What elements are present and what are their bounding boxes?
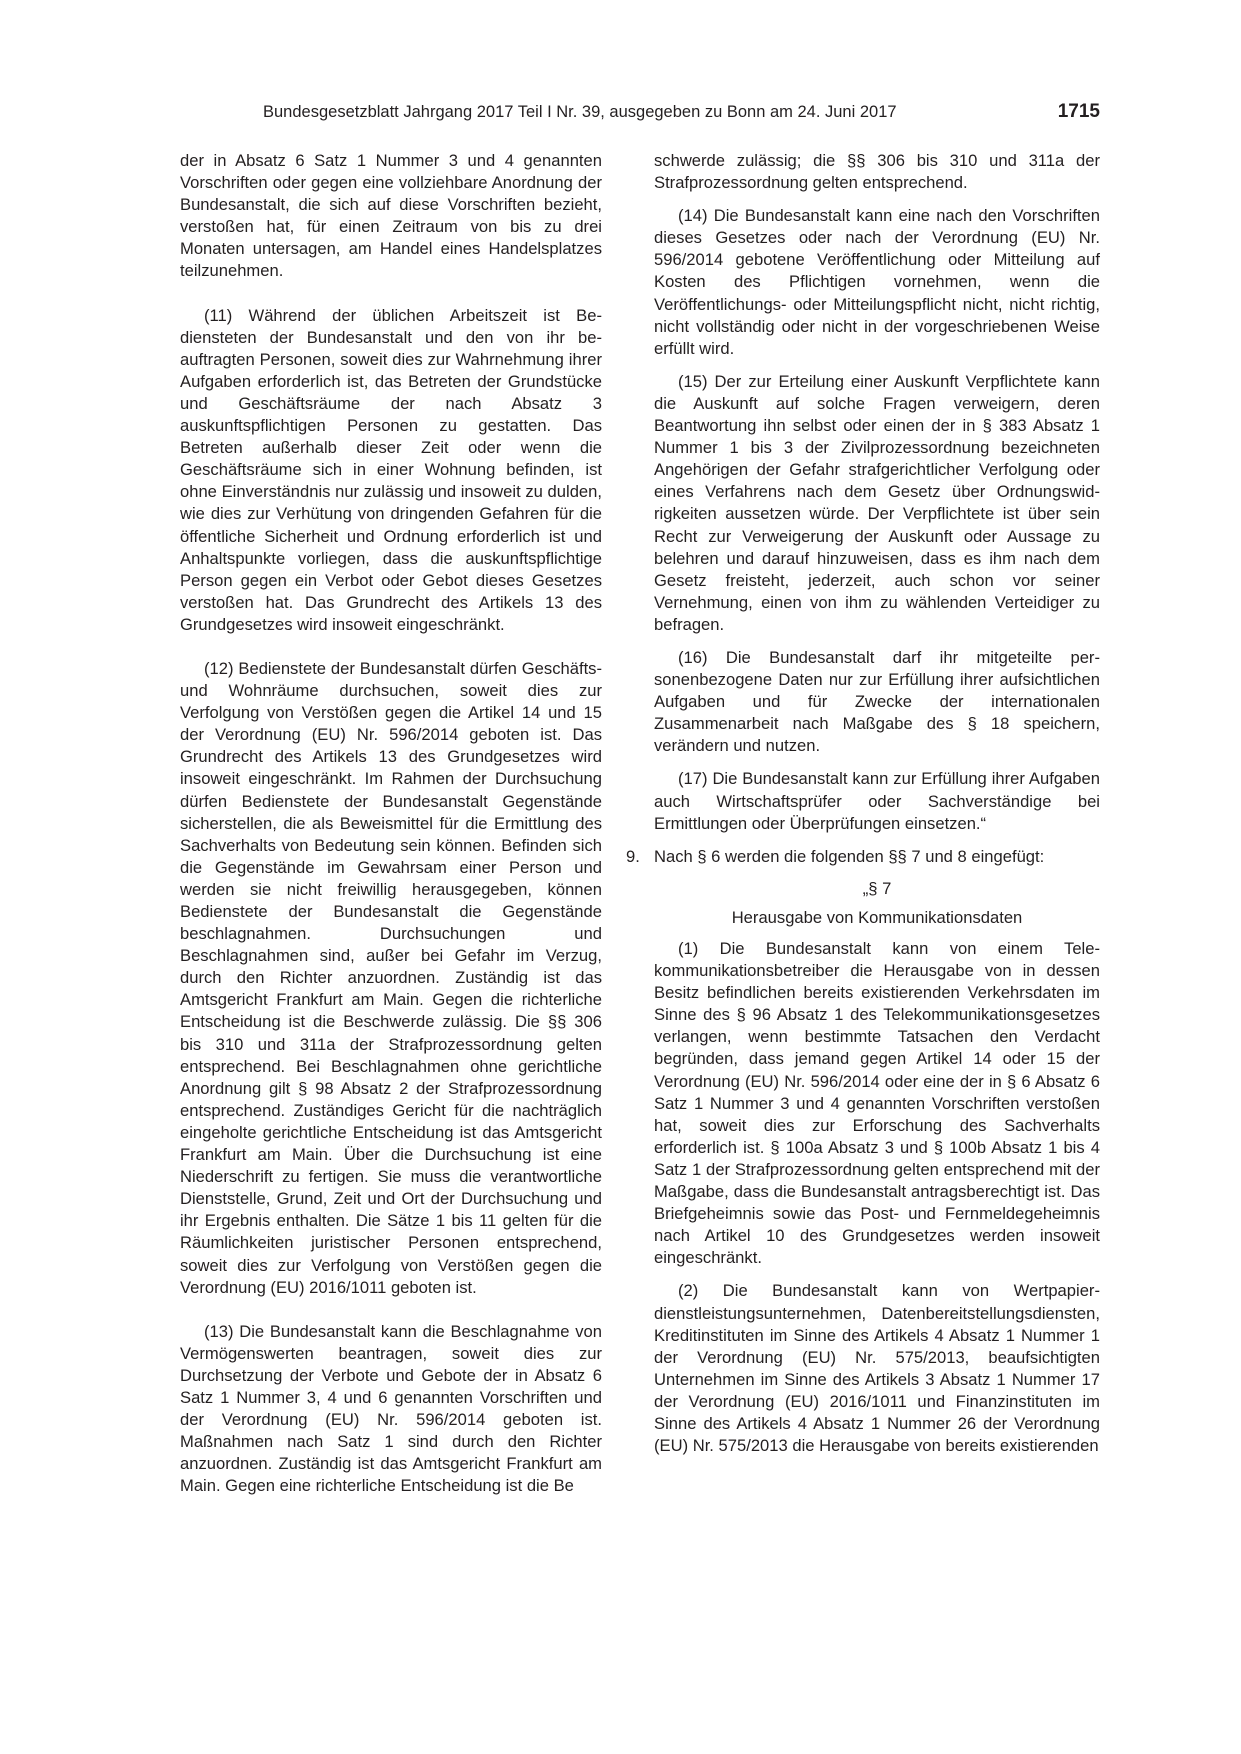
paragraph-16: (16) Die Bundesanstalt darf ihr mitgeteilte personenbezogene Daten nur zur Erfüllung ihrer aufsichtlichen Aufgaben und für Zwecke der internationalen Zusammenarbeit nach Maßgabe des § 18 speichern, verändern und nutzen. [654,647,1100,756]
section-heading: Herausgabe von Kommunikationsdaten [731,907,1023,927]
list-item-number: 9. [626,846,640,866]
page-header [180,100,1100,124]
paragraph-continuation: der in Absatz 6 Satz 1 Nummer 3 und 4 genannten Vorschriften oder gegen eine vollziehbare Anordnung der Bundesanstalt, die sich auf diese Vorschriften bezieht, verstoßen hat, für einen Zeitraum von bis zu drei Monaten untersagen, am Handel eines Handelsplatzes teilzunehmen. [180,151,602,281]
paragraph-13-continuation: schwerde zulässig; die §§ 306 bis 310 und 311a der Strafprozessordnung gelten entsprechend. [654,151,1100,193]
paragraph-15: (15) Der zur Erteilung einer Auskunft Verpflichtete kann die Auskunft auf solche Fragen verweigern, deren Beantwortung ihn selbst oder einen der in § 383 Absatz 1 Nummer 1 bis 3 der Zivilprozessordnung bezeichneten Angehörigen der Gefahr strafgerichtlicher Verfolgung oder eines Verfahrens nach dem Gesetz über Ordnungswidrigkeiten aussetzen würde. Der Verpflichtete ist über sein Recht zur Verweigerung der Auskunft oder Aussage zu belehren und darauf hinzuweisen, dass es ihm nach dem Gesetz freisteht, jederzeit, auch schon vor seiner Vernehmung, einen von ihm zu wählenden Verteidiger zu befragen. [654,371,1100,634]
list-item-text: Nach § 6 werden die folgenden §§ 7 und 8 eingefügt: [654,846,1045,866]
paragraph-11: (11) Während der üblichen Arbeitszeit ist Bediensteten der Bundesanstalt und den von ihr beauftragten Personen, soweit dies zur Wahrnehmung ihrer Aufgaben erforderlich ist, das Betreten der Grundstücke und Geschäftsräume der nach Absatz 3 auskunftspflichtigen Personen zu gestatten. Das Betreten außerhalb dieser Zeit oder wenn die Geschäftsräume sich in einer Wohnung befinden, ist ohne Einverständnis nur zulässig und insoweit zu dulden, wie dies zur Verhütung von dringenden Gefahren für die öffentliche Sicherheit und Ordnung erforderlich ist und Anhaltspunkte vorliegen, dass die auskunftspflichtige Person gegen ein Verbot oder Gebot dieses Gesetzes verstoßen hat. Das Grundrecht des Artikels 13 des Grundgesetzes wird insoweit eingeschränkt. [180,305,602,634]
section-number: „§ 7 [862,878,892,898]
paragraph-17: (17) Die Bundesanstalt kann zur Erfüllung ihrer Aufgaben auch Wirtschaftsprüfer oder Sachverständige bei Ermittlungen oder Überprüfungen einsetzen.“ [654,769,1100,833]
paragraph-12: (12) Bedienstete der Bundesanstalt dürfen Geschäfts- und Wohnräume durchsuchen, soweit dies zur Verfolgung von Verstößen gegen die Artikel 14 und 15 der Verordnung (EU) Nr. 596/2014 geboten ist. Das Grundrecht des Artikels 13 des Grundgesetzes wird insoweit eingeschränkt. Im Rahmen der Durchsuchung dürfen Bedienstete der Bundesanstalt Gegenstände sicherstellen, die als Beweismittel für die Ermittlung des Sachverhalts von Bedeutung sein können. Befinden sich die Gegenstände im Gewahrsam einer Person und werden sie nicht freiwillig herausgegeben, können Bedienstete der Bundesanstalt die Gegenstände beschlagnahmen. Durchsuchungen und Beschlagnahmen sind, außer bei Gefahr im Verzug, durch den Richter anzuordnen. Zuständig ist das Amtsgericht Frankfurt am Main. Gegen die richterliche Entscheidung ist die Beschwerde zulässig. Die §§ 306 bis 310 und 311a der Strafprozessordnung gelten entsprechend. Bei Beschlagnahmen ohne gerichtliche Anordnung gilt § 98 Absatz 2 der Strafprozessordnung entsprechend. Zuständiges Gericht für die nachträglich eingeholte gerichtliche Entscheidung ist das Amtsgericht Frankfurt am Main. Über die Durchsuchung ist eine Niederschrift zu fertigen. Sie muss die verantwortliche Dienststelle, Grund, Zeit und Ort der Durchsuchung und ihr Ergebnis enthalten. Die Sätze 1 bis 11 gelten für die Räumlichkeiten juristischer Personen entsprechend, soweit dies zur Verfolgung von Verstößen gegen die Verordnung (EU) 2016/1011 geboten ist. [180,658,602,1297]
running-title: Bundesgesetzblatt Jahrgang 2017 Teil I Nr. 39, ausgegeben zu Bonn am 24. Juni 2017 [263,103,897,121]
paragraph-14: (14) Die Bundesanstalt kann eine nach den Vorschriften dieses Gesetzes oder nach der Verordnung (EU) Nr. 596/2014 gebotene Veröffentlichung oder Mitteilung auf Kosten des Pflichtigen vornehmen, wenn die Veröffentlichungs- oder Mitteilungspflicht nicht, nicht richtig, nicht vollständig oder nicht in der vorgeschriebenen Weise erfüllt wird. [654,206,1100,358]
list-item-9 [626,846,1100,868]
page-number: 1715 [1057,101,1100,122]
section-paragraph-2: (2) Die Bundesanstalt kann von Wertpapierdienstleistungsunternehmen, Datenbereitstellungsdiensten, Kreditinstituten im Sinne des Artikels 4 Absatz 1 Nummer 1 der Verordnung (EU) Nr. 575/2013, beaufsichtigten Unternehmen im Sinne des Artikels 3 Absatz 1 Nummer 17 der Verordnung (EU) 2016/1011 und Finanzinstituten im Sinne des Artikels 4 Absatz 1 Nummer 26 der Verordnung (EU) Nr. 575/2013 die Herausgabe von bereits existierenden [654,1281,1100,1456]
section-paragraph-1: (1) Die Bundesanstalt kann von einem Telekommunikationsbetreiber die Herausgabe von in dessen Besitz befindlichen bereits existierenden Verkehrsdaten im Sinne des § 96 Absatz 1 des Telekommunikationsgesetzes verlangen, wenn bestimmte Tatsachen den Verdacht begründen, dass jemand gegen Artikel 14 oder 15 der Verordnung (EU) Nr. 596/2014 oder eine der in § 6 Absatz 6 Satz 1 Nummer 3 und 4 genannten Vorschriften verstoßen hat, soweit dies zur Erforschung des Sachverhalts erforderlich ist. § 100a Absatz 3 und § 100b Absatz 1 bis 4 Satz 1 der Strafprozessordnung gelten entsprechend mit der Maßgabe, dass die Bundesanstalt antragsberechtigt ist. Das Briefgeheimnis sowie das Post- und Fernmeldegeheimnis nach Artikel 10 des Grundgesetzes werden insoweit eingeschränkt. [654,939,1100,1268]
right-column [626,150,1100,1468]
paragraph-13: (13) Die Bundesanstalt kann die Beschlagnahme von Vermögenswerten beantragen, soweit dies zur Durchsetzung der Verbote und Gebote der in Absatz 6 Satz 1 Nummer 3, 4 und 6 genannten Vorschriften und der Verordnung (EU) Nr. 596/2014 geboten ist. Maßnahmen nach Satz 1 sind durch den Richter anzuordnen. Zuständig ist das Amtsgericht Frankfurt am Main. Gegen eine richterliche Entscheidung ist die Be [180,1321,602,1496]
left-column [180,150,602,1508]
